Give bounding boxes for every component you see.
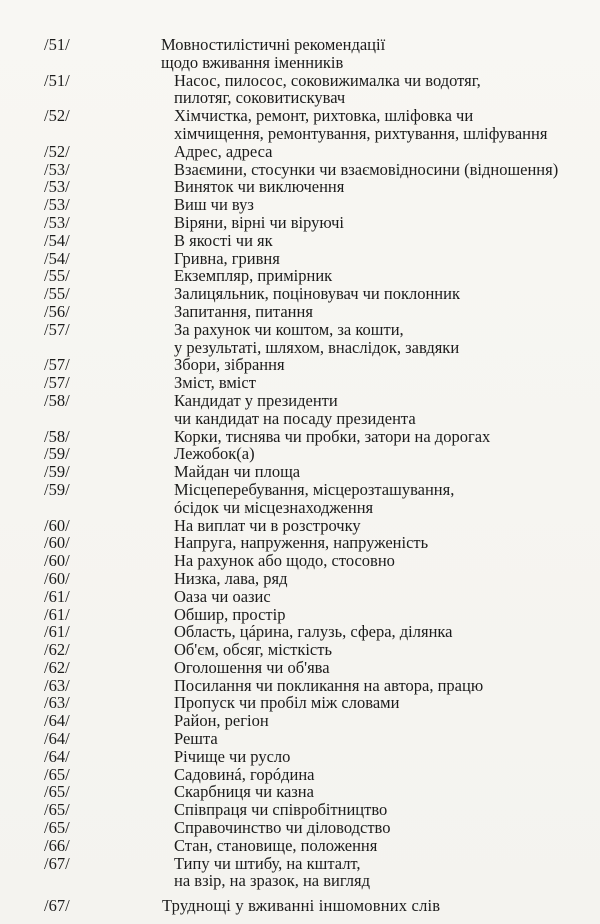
toc-page-number: /57/ [44,319,70,339]
toc-page-number: /54/ [44,230,70,250]
toc-page-number: /60/ [44,568,70,588]
toc-entry-title [174,712,584,730]
toc-entry [44,552,584,570]
toc-page-number: /51/ [44,70,70,90]
toc-entry [44,819,584,837]
toc-entry [44,267,584,285]
toc-entry-title [174,855,584,891]
toc-entry-line: Майдан чи площа [174,462,301,482]
toc-entry [44,677,584,695]
toc-entry-line: Лежобок(а) [174,444,255,464]
toc-entry-line: óсідок чи місцезнаходження [174,497,374,517]
toc-entry-line: Хімчистка, ремонт, рихтовка, шліфовка чи [174,106,474,126]
toc-entry-title [174,694,584,712]
toc-entry [44,178,584,196]
toc-entry-line: Район, регіон [174,711,269,731]
toc-entry [44,214,584,232]
toc-entry [44,72,584,108]
toc-entry-line: Типу чи штибу, на кшталт, [174,853,361,873]
toc-entry-line: Кандидат у президенти [174,390,338,410]
toc-entry-title [162,897,584,915]
toc-entry-line: На рахунок або щодо, стосовно [174,551,395,571]
toc-entry-title [174,161,584,179]
toc-entry-title [174,534,584,552]
toc-page-number: /58/ [44,426,70,446]
toc-entry [44,588,584,606]
toc-entry-line: Пропуск чи пробіл між словами [174,693,400,713]
toc-entry-title [174,766,584,784]
toc-entry [44,659,584,677]
toc-entry-title [174,303,584,321]
toc-entry [44,463,584,481]
toc-page-number: /65/ [44,818,70,838]
toc-entry [44,445,584,463]
toc-entry-title [174,801,584,819]
toc-entry-title [174,837,584,855]
toc-entry-line: Низка, лава, ряд [174,568,288,588]
toc-entry [44,428,584,446]
toc-entry-title [174,321,584,357]
toc-entry-title [174,143,584,161]
toc-page-number: /64/ [44,746,70,766]
toc-page-number: /56/ [44,301,70,321]
toc-entry [44,196,584,214]
toc-entry-title [174,641,584,659]
toc-entry-title [174,250,584,268]
toc-entry [44,481,584,517]
toc-entry-line: На виплат чи в розстрочку [174,515,361,535]
toc-entry [44,748,584,766]
toc-entry-line: Область, цáрина, галузь, сфера, ділянка [174,622,453,642]
toc-page-number: /65/ [44,782,70,802]
toc-entry-line: Запитання, питання [174,301,313,321]
toc-entry [44,517,584,535]
toc-entry [44,801,584,819]
toc-entry-line: Співпраця чи співробітництво [174,800,388,820]
toc-page-number: /67/ [44,853,70,873]
toc-entry-title [174,463,584,481]
toc-entry-title [174,107,584,143]
toc-entry-title [174,570,584,588]
toc-entry-line: Гривна, гривня [174,248,280,268]
toc-entry-line: Справочинство чи діловодство [174,818,391,838]
toc-entry-title [174,552,584,570]
toc-entry-line: Зміст, вміст [174,373,256,393]
toc-entry-line: Насос, пилосос, соковижималка чи водотяг, [174,70,481,90]
toc-entry-title [174,428,584,446]
toc-entry [44,623,584,641]
toc-entry [44,303,584,321]
toc-entry-line: Стан, становище, положення [174,835,378,855]
toc-page-number: /67/ [44,896,70,916]
toc-entry [44,712,584,730]
toc-page-number: /60/ [44,533,70,553]
toc-page-number: /55/ [44,266,70,286]
toc-entry-title [174,659,584,677]
toc-entry-line: хімчищення, ремонтування, рихтування, шліфування [174,123,548,143]
toc-section [44,897,584,915]
toc-page-number: /52/ [44,106,70,126]
toc-entry [44,232,584,250]
toc-entry [44,694,584,712]
toc-page-number: /60/ [44,551,70,571]
toc-entry-line: на взір, на зразок, на вигляд [174,871,371,891]
toc-entry-title [174,196,584,214]
toc-page-number: /64/ [44,729,70,749]
toc-entry-line: Решта [174,729,218,749]
toc-entry [44,285,584,303]
toc-page-number: /59/ [44,444,70,464]
toc-page-number: /62/ [44,657,70,677]
toc-entry-line: Екземпляр, примірник [174,266,333,286]
toc-entry-line: Посилання чи покликання на автора, працю [174,675,484,695]
toc-entry-line: Об'єм, обсяг, місткість [174,640,332,660]
toc-entry-line: Скарбниця чи казна [174,782,314,802]
toc-entry-title [174,677,584,695]
toc-entry-title [174,819,584,837]
toc-entry-line: пилотяг, соковитискувач [174,88,346,108]
toc-entry-line: Залицяльник, поціновувач чи поклонник [174,284,460,304]
toc-entry-line: Віряни, вірні чи віруючі [174,212,344,232]
toc-entry-line: За рахунок чи коштом, за кошти, [174,319,404,339]
toc-entry-title [174,517,584,535]
toc-entry-line: Місцеперебування, місцерозташування, [174,479,455,499]
toc-entry [44,766,584,784]
toc-entry-line: Виняток чи виключення [174,177,345,197]
toc-page-number: /51/ [44,35,70,54]
toc-entry-title [174,783,584,801]
toc-entry-title [174,285,584,303]
toc-entry [44,534,584,552]
toc-entry-line: Річище чи русло [174,746,291,766]
toc-page-number: /53/ [44,159,70,179]
toc-entry [44,392,584,428]
toc-entry-title [174,588,584,606]
toc-page-number: /59/ [44,462,70,482]
toc-page-number: /54/ [44,248,70,268]
toc-entry-title [161,36,584,72]
toc-entry [44,107,584,143]
toc-entry-title [174,481,584,517]
toc-entry-title [174,374,584,392]
toc-page-number: /62/ [44,640,70,660]
toc-page-number: /63/ [44,693,70,713]
toc-entry-line: чи кандидат на посаду президента [174,408,416,428]
toc-entry [44,730,584,748]
toc-entry [44,143,584,161]
toc-entry [44,606,584,624]
toc-page-number: /66/ [44,835,70,855]
toc-entry-title [174,267,584,285]
toc-entry [44,161,584,179]
toc-entry-line: Збори, зібрання [174,355,285,375]
toc-entry [44,321,584,357]
toc-page-number: /61/ [44,586,70,606]
toc-section [44,36,584,72]
toc-page-number: /53/ [44,195,70,215]
toc-page-number: /57/ [44,355,70,375]
toc-page-number: /61/ [44,622,70,642]
toc-entry-title [174,392,584,428]
toc-entry-line: Садовинá, горóдина [174,764,315,784]
toc-page-number: /64/ [44,711,70,731]
toc-entry-line: щодо вживання іменників [161,52,344,72]
toc-page-number: /59/ [44,479,70,499]
toc-entry-title [174,232,584,250]
toc-entry-title [174,730,584,748]
toc-entry-title [174,178,584,196]
table-of-contents [44,36,584,915]
toc-page-number: /55/ [44,284,70,304]
toc-entry-line: Оаза чи оазис [174,586,271,606]
toc-page-number: /53/ [44,177,70,197]
toc-page-number: /58/ [44,390,70,410]
toc-entry [44,641,584,659]
toc-entry-line: Мовностилістичні рекомендації [161,35,386,54]
toc-page-number: /60/ [44,515,70,535]
toc-page-number: /61/ [44,604,70,624]
toc-page-number: /65/ [44,764,70,784]
toc-entry [44,356,584,374]
toc-page-number: /63/ [44,675,70,695]
toc-entry [44,783,584,801]
toc-entry-title [174,445,584,463]
toc-entry-line: у результаті, шляхом, внаслідок, завдяки [174,337,460,357]
toc-page-number: /52/ [44,141,70,161]
toc-entry [44,250,584,268]
toc-entry-line: Адрес, адреса [174,141,273,161]
toc-page-number: /65/ [44,800,70,820]
toc-entry-title [174,72,584,108]
toc-entry-line: В якості чи як [174,230,273,250]
toc-entry-title [174,623,584,641]
toc-entry-line: Корки, тиснява чи пробки, затори на дорогах [174,426,491,446]
toc-entry-title [174,214,584,232]
toc-entry-line: Обшир, простір [174,604,286,624]
toc-entry-line: Оголошення чи об'ява [174,657,330,677]
toc-entry-line: Напруга, напруження, напруженість [174,533,429,553]
toc-entry-line: Виш чи вуз [174,195,254,215]
toc-entry-title [174,356,584,374]
toc-entry [44,837,584,855]
toc-entry-title [174,606,584,624]
toc-page-number: /57/ [44,373,70,393]
toc-page-number: /53/ [44,212,70,232]
toc-entry [44,570,584,588]
toc-entry-line: Труднощі у вживанні іншомовних слів [162,896,441,916]
toc-entry [44,374,584,392]
toc-entry-title [174,748,584,766]
toc-entry [44,855,584,891]
toc-entry-line: Взаємини, стосунки чи взаємовідносини (відношення) [174,159,559,179]
